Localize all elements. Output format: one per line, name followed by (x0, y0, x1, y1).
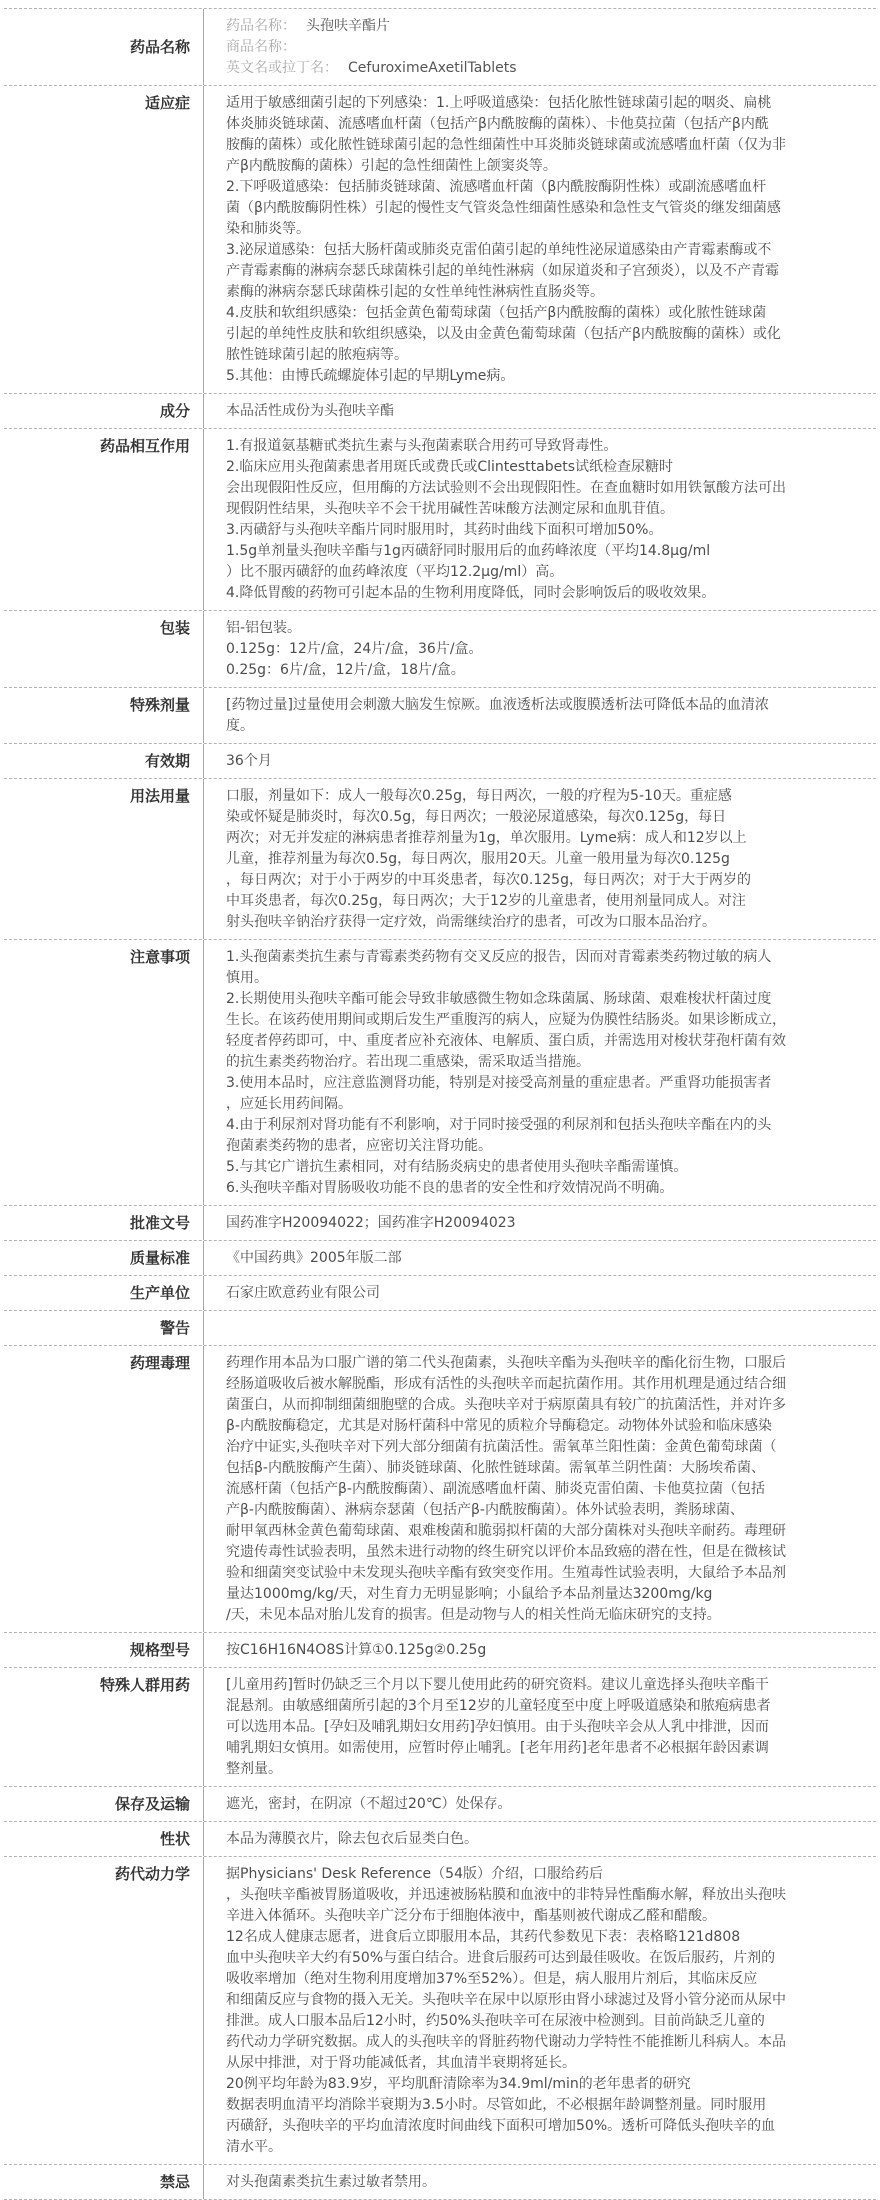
content-line: 2.长期使用头孢呋辛酯可能会导致非敏感微生物如念珠菌属、肠球菌、艰难梭状杆菌过度 (226, 991, 772, 1007)
row-content (204, 1822, 876, 1856)
row-content (204, 429, 876, 610)
content-line: 验和细菌突变试验中未发现头孢呋辛酯有致突变作用。生殖毒性试验表明，大鼠给予本品剂 (226, 1565, 786, 1581)
table-rows (4, 86, 876, 2200)
content-line: 6.头孢呋辛酯对胃肠吸收功能不良的患者的安全性和疗效情况尚不明确。 (226, 1180, 674, 1196)
content-line: 口服，剂量如下：成人一般每次0.25g，每日两次，一般的疗程为5-10天。重症感 (226, 788, 732, 804)
table-row (4, 1822, 876, 1857)
content-line: 4.由于利尿剂对肾功能有不利影响，对于同时接受强的利尿剂和包括头孢呋辛酯在内的头 (226, 1117, 772, 1133)
name-field (226, 16, 864, 37)
row-content (204, 1346, 876, 1632)
content-line: [药物过量]过量使用会刺激大脑发生惊厥。血液透析法或腹膜透析法可降低本品的血清浓 (226, 697, 769, 713)
table-row (4, 1668, 876, 1787)
field-key: 药品名称： (226, 18, 296, 34)
content-line: 射头孢呋辛钠治疗获得一定疗效，尚需继续治疗的患者，可改为口服本品治疗。 (226, 914, 716, 930)
content-line: 产青霉素酶的淋病奈瑟氏球菌株引起的单纯性淋病（如尿道炎和子宫颈炎），以及不产青霉 (226, 263, 779, 279)
content-line: ）比不服丙磺舒的血药峰浓度（平均12.2μg/ml）高。 (226, 564, 564, 580)
row-content (204, 1311, 876, 1345)
row-content (204, 86, 876, 393)
table-row (4, 1857, 876, 2165)
row-label: 药品相互作用 (4, 429, 204, 610)
drug-info-table (4, 8, 876, 2200)
name-field (226, 37, 864, 58)
content-line: 《中国药典》2005年版二部 (226, 1250, 402, 1266)
field-key: 商品名称： (226, 39, 296, 55)
content-line: 生长。在该药使用期间或期后发生严重腹泻的病人，应疑为伪膜性结肠炎。如果诊断成立， (226, 1012, 786, 1028)
content-line: 36个月 (226, 753, 272, 769)
content-line: 4.降低胃酸的药物可引起本品的生物利用度降低，同时会影响饭后的吸收效果。 (226, 585, 716, 601)
content-line: 产β-内酰胺酶菌）、淋病奈瑟菌（包括产β-内酰胺酶菌）。体外试验表明，粪肠球菌、 (226, 1502, 744, 1518)
content-line: 的抗生素类药物治疗。若出现二重感染，需采取适当措施。 (226, 1054, 590, 1070)
row-content (204, 1668, 876, 1786)
table-row (4, 611, 876, 688)
row-content (204, 394, 876, 428)
field-value: CefuroximeAxetilTablets (348, 60, 517, 76)
content-line: 本品为薄膜衣片，除去包衣后显类白色。 (226, 1831, 478, 1847)
row-content (204, 611, 876, 687)
content-line: 3.使用本品时，应注意监测肾功能，特别是对接受高剂量的重症患者。严重肾功能损害者 (226, 1075, 772, 1091)
row-label: 性状 (4, 1822, 204, 1856)
row-content (204, 1787, 876, 1821)
content-line: 染和肺炎等。 (226, 221, 310, 237)
content-line: 0.125g：12片/盒，24片/盒，36片/盒。 (226, 641, 483, 657)
content-line: 药代动力学研究数据。成人的头孢呋辛的肾脏药物代谢动力学特性不能推断儿科病人。本品 (226, 2034, 786, 2050)
table-row (4, 2165, 876, 2200)
row-label: 警告 (4, 1311, 204, 1345)
row-content (204, 744, 876, 778)
content-line: 吸收率增加（绝对生物利用度增加37%至52%）。但是，病人服用片剂后，其临床反应 (226, 1971, 758, 1987)
content-line: 从尿中排泄，对于肾功能减低者，其血清半衰期将延长。 (226, 2055, 576, 2071)
content-line: 12名成人健康志愿者，进食后立即服用本品，其药代参数见下表：表格略121d808 (226, 1929, 741, 1945)
content-line: ，每日两次；对于小于两岁的中耳炎患者，每次0.125g，每日两次；对于大于两岁的 (226, 872, 751, 888)
row-label: 特殊剂量 (4, 688, 204, 743)
row-content (204, 1241, 876, 1275)
content-line: 经肠道吸收后被水解脱酯，形成有活性的头孢呋辛而起抗菌作用。其作用机理是通过结合细 (226, 1376, 786, 1392)
content-line: 轻度者停药即可，中、重度者应补充液体、电解质、蛋白质，并需选用对梭状芽孢杆菌有效 (226, 1033, 786, 1049)
row-label: 禁忌 (4, 2165, 204, 2199)
content-line: 5.与其它广谱抗生素相同，对有结肠炎病史的患者使用头孢呋辛酯需谨慎。 (226, 1159, 688, 1175)
content-line: 包括β-内酰胺酶产生菌）、肺炎链球菌、化脓性链球菌。需氧革兰阴性菌：大肠埃希菌、 (226, 1460, 765, 1476)
row-label: 保存及运输 (4, 1787, 204, 1821)
content-line: 胺酶的菌株）或化脓性链球菌引起的急性细菌性中耳炎肺炎链球菌或流感嗜血杆菌（仅为非 (226, 137, 786, 153)
content-line: 20例平均年龄为83.9岁，平均肌酐清除率为34.9ml/min的老年患者的研究 (226, 2076, 691, 2092)
content-line: 度。 (226, 718, 254, 734)
content-line: 治疗中证实,头孢呋辛对下列大部分细菌有抗菌活性。需氧革兰阳性菌：金黄色葡萄球菌（ (226, 1439, 777, 1455)
row-label: 特殊人群用药 (4, 1668, 204, 1786)
content-line: 中耳炎患者，每次0.25g，每日两次；大于12岁的儿童患者，使用剂量同成人。对注 (226, 893, 746, 909)
row-content (204, 2165, 876, 2199)
content-line: 药理作用本品为口服广谱的第二代头孢菌素，头孢呋辛酯为头孢呋辛的酯化衍生物，口服后 (226, 1355, 786, 1371)
table-row (4, 744, 876, 779)
table-row (4, 1633, 876, 1668)
content-line: 现假阴性结果，头孢呋辛不会干扰用碱性苦味酸方法测定尿和血肌苷值。 (226, 501, 674, 517)
content-line: 体炎肺炎链球菌、流感嗜血杆菌（包括产β内酰胺酶的菌株）、卡他莫拉菌（包括产β内酰 (226, 116, 769, 132)
content-line: 脓性链球菌引起的脓疱病等。 (226, 347, 408, 363)
content-line: 排泄。成人口服本品后12小时，约50%头孢呋辛可在尿液中检测到。目前尚缺乏儿童的 (226, 2013, 765, 2029)
content-line: 1.5g单剂量头孢呋辛酯与1g丙磺舒同时服用后的血药峰浓度（平均14.8μg/ml (226, 543, 711, 559)
content-line: 清水平。 (226, 2139, 282, 2155)
content-line: 适用于敏感细菌引起的下列感染：1.上呼吸道感染：包括化脓性链球菌引起的咽炎、扁桃 (226, 95, 772, 111)
table-row (4, 1206, 876, 1241)
content-line: 引起的单纯性皮肤和软组织感染，以及由金黄色葡萄球菌（包括产β内酰胺酶的菌株）或化 (226, 326, 781, 342)
field-value: 头孢呋辛酯片 (306, 18, 390, 34)
row-content (204, 1206, 876, 1240)
content-line: 5.其他：由博氏疏螺旋体引起的早期Lyme病。 (226, 368, 515, 384)
row-content (204, 688, 876, 743)
row-label: 生产单位 (4, 1276, 204, 1310)
content-line: ，头孢呋辛酯被胃肠道吸收，并迅速被肠粘膜和血液中的非特异性酯酶水解，释放出头孢呋 (226, 1887, 786, 1903)
content-line: 国药准字H20094022；国药准字H20094023 (226, 1215, 516, 1231)
content-line: 染或怀疑是肺炎时，每次0.5g，每日两次；一般泌尿道感染，每次0.125g，每日 (226, 809, 727, 825)
content-line: 据Physicians' Desk Reference（54版）介绍，口服给药后 (226, 1866, 603, 1882)
table-row (4, 394, 876, 429)
content-line: β-内酰胺酶稳定，尤其是对肠杆菌科中常见的质粒介导酶稳定。动物体外试验和临床感染 (226, 1418, 772, 1434)
table-row (4, 86, 876, 394)
content-line: 耐甲氧西林金黄色葡萄球菌、艰难梭菌和脆弱拟杆菌的大部分菌株对头孢呋辛耐药。毒理研 (226, 1523, 786, 1539)
content-line: /天，未见本品对胎儿发育的损害。但是动物与人的相关性尚无临床研究的支持。 (226, 1607, 721, 1623)
row-label: 注意事项 (4, 940, 204, 1205)
row-label: 有效期 (4, 744, 204, 778)
field-key: 英文名或拉丁名： (226, 60, 338, 76)
row-label: 适应症 (4, 86, 204, 393)
row-content (204, 1633, 876, 1667)
table-row (4, 1276, 876, 1311)
table-row (4, 429, 876, 611)
content-line: 会出现假阳性反应，但用酶的方法试验则不会出现假阳性。在查血糖时如用铁氰酸方法可出 (226, 480, 786, 496)
content-line: ，应延长用药间隔。 (226, 1096, 352, 1112)
content-line: 孢菌素类药物的患者，应密切关注肾功能。 (226, 1138, 492, 1154)
row-content (204, 1276, 876, 1310)
content-line: 哺乳期妇女慎用。如需使用，应暂时停止哺乳。[老年用药]老年患者不必根据年龄因素调 (226, 1740, 769, 1756)
row-label: 药代动力学 (4, 1857, 204, 2164)
content-line: 丙磺舒，头孢呋辛的平均血清浓度时间曲线下面积可增加50%。透析可降低头孢呋辛的血 (226, 2118, 776, 2134)
content-line: 可以选用本品。[孕妇及哺乳期妇女用药]孕妇慎用。由于头孢呋辛会从人乳中排泄，因而 (226, 1719, 769, 1735)
table-row (4, 1787, 876, 1822)
content-line: 慎用。 (226, 970, 268, 986)
row-label: 批准文号 (4, 1206, 204, 1240)
content-line: 究遗传毒性试验表明，虽然未进行动物的终生研究以评价本品致癌的潜在性，但是在微核试 (226, 1544, 786, 1560)
content-line: 菌蛋白，从而抑制细菌细胞壁的合成。头孢呋辛对于病原菌具有较广的抗菌活性，并对许多 (226, 1397, 786, 1413)
content-line: 产β内酰胺酶的菌株）引起的急性细菌性上颌窦炎等。 (226, 158, 557, 174)
content-line: 对头孢菌素类抗生素过敏者禁用。 (226, 2174, 436, 2190)
row-label: 包装 (4, 611, 204, 687)
row-label: 规格型号 (4, 1633, 204, 1667)
content-line: 石家庄欧意药业有限公司 (226, 1285, 380, 1301)
row-label: 药理毒理 (4, 1346, 204, 1632)
row-label: 质量标准 (4, 1241, 204, 1275)
name-field (226, 58, 864, 79)
content-line: 2.临床应用头孢菌素患者用斑氏或费氏或Clintesttabets试纸检查尿糖时 (226, 459, 674, 475)
content-line: 两次；对无并发症的淋病患者推荐剂量为1g，单次服用。Lyme病：成人和12岁以上 (226, 830, 747, 846)
row-label: 用法用量 (4, 779, 204, 939)
content-line: 1.有报道氨基糖甙类抗生素与头孢菌素联合用药可导致肾毒性。 (226, 438, 618, 454)
content-line: 量达1000mg/kg/天，对生育力无明显影响；小鼠给予本品剂量达3200mg/kg (226, 1586, 713, 1602)
content-line: 儿童，推荐剂量为每次0.5g，每日两次，服用20天。儿童一般用量为每次0.125g (226, 851, 730, 867)
content-line: 3.泌尿道感染：包括大肠杆菌或肺炎克雷伯菌引起的单纯性泌尿道感染由产青霉素酶或不 (226, 242, 772, 258)
content-line: 混悬剂。由敏感细菌所引起的3个月至12岁的儿童轻度至中度上呼吸道感染和脓疱病患者 (226, 1698, 771, 1714)
table-row (4, 1241, 876, 1276)
table-row (4, 940, 876, 1206)
table-row (4, 688, 876, 744)
content-line: [儿童用药]暂时仍缺乏三个月以下婴儿使用此药的研究资料。建议儿童选择头孢呋辛酯干 (226, 1677, 769, 1693)
content-line: 素酶的淋病奈瑟氏球菌株引起的女性单纯性淋病性直肠炎等。 (226, 284, 604, 300)
content-line: 本品活性成份为头孢呋辛酯 (226, 403, 394, 419)
content-line: 1.头孢菌素类抗生素与青霉素类药物有交叉反应的报告，因而对青霉素类药物过敏的病人 (226, 949, 772, 965)
content-line: 4.皮肤和软组织感染：包括金黄色葡萄球菌（包括产β内酰胺酶的菌株）或化脓性链球菌 (226, 305, 767, 321)
content-line: 按C16H16N4O8S计算①0.125g②0.25g (226, 1642, 487, 1658)
content-line: 菌（β内酰胺酶阴性株）引起的慢性支气管炎急性细菌性感染和急性支气管炎的继发细菌感 (226, 200, 781, 216)
row-content (204, 9, 876, 85)
table-row (4, 1346, 876, 1633)
content-line: 整剂量。 (226, 1761, 282, 1777)
content-line: 数据表明血清平均消除半衰期为3.5小时。尽管如此，不必根据年龄调整剂量。同时服用 (226, 2097, 767, 2113)
row-content (204, 1857, 876, 2164)
table-row (4, 1311, 876, 1346)
row-label: 药品名称 (4, 9, 204, 85)
content-line: 流感杆菌（包括产β-内酰胺酶菌）、副流感嗜血杆菌、肺炎克雷伯菌、卡他莫拉菌（包括 (226, 1481, 765, 1497)
row-content (204, 940, 876, 1205)
content-line: 0.25g：6片/盒，12片/盒，18片/盒。 (226, 662, 465, 678)
content-line: 遮光，密封，在阴凉（不超过20℃）处保存。 (226, 1796, 512, 1812)
content-line: 辛进入体循环。头孢呋辛广泛分布于细胞体液中，酯基则被代谢成乙醛和醋酸。 (226, 1908, 716, 1924)
row-content (204, 779, 876, 939)
table-row (4, 779, 876, 940)
content-line: 和细菌反应与食物的摄入无关。头孢呋辛在尿中以原形由肾小球滤过及肾小管分泌而从尿中 (226, 1992, 786, 2008)
table-row-drug-name (4, 9, 876, 86)
row-label: 成分 (4, 394, 204, 428)
content-line: 3.丙磺舒与头孢呋辛酯片同时服用时，其药时曲线下面积可增加50%。 (226, 522, 663, 538)
content-line: 血中头孢呋辛大约有50%与蛋白结合。进食后服药可达到最佳吸收。在饭后服药，片剂的 (226, 1950, 776, 1966)
content-line: 2.下呼吸道感染：包括肺炎链球菌、流感嗜血杆菌（β内酰胺酶阴性株）或副流感嗜血杆 (226, 179, 767, 195)
content-line: 铝-铝包装。 (226, 620, 302, 636)
